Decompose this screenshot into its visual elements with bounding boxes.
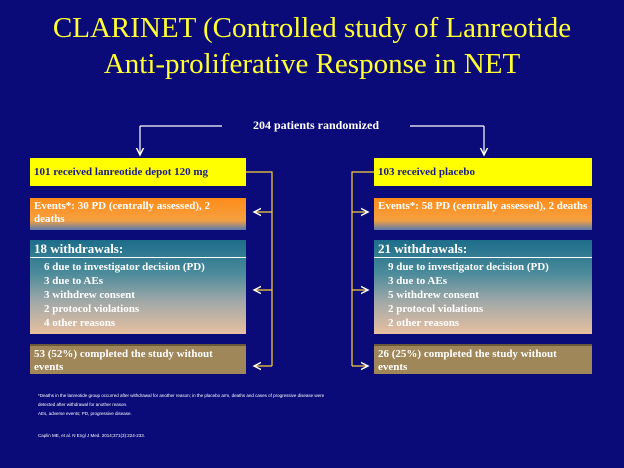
citation: Caplin ME, et al. N Engl J Med. 2014;371(3):224-233. [38, 433, 146, 438]
right-received-box [374, 158, 592, 186]
left-withdrawal-item: 3 withdrew consent [44, 289, 135, 301]
right-withdrawal-item: 5 withdrew consent [388, 289, 479, 301]
right-completed-text: 26 (25%) completed the study without events [378, 348, 557, 373]
right-withdrawals-list [378, 258, 588, 330]
title-line-1: CLARINET (Controlled study of Lanreotide [52, 12, 572, 44]
footnote-line-2: detected after withdrawal for another reason. [38, 402, 128, 407]
right-events-text: Events*: 58 PD (centrally assessed), 2 deaths [378, 200, 588, 212]
left-events-text: Events*: 30 PD (centrally assessed), 2 deaths [34, 200, 210, 225]
left-withdrawal-item: 4 other reasons [44, 317, 116, 329]
left-withdrawal-item: 3 due to AEs [44, 275, 103, 287]
title-line-2: Anti-proliferative Response in NET [103, 48, 521, 80]
right-events-box [374, 198, 592, 230]
left-withdrawals-title: 18 withdrawals: [30, 242, 246, 258]
right-completed-box [374, 344, 592, 374]
right-withdrawals-title: 21 withdrawals: [374, 242, 592, 258]
left-received-box [30, 158, 246, 186]
footnote-line-3: AEs, adverse events; PD, progressive disease. [38, 411, 132, 416]
right-withdrawals-box [374, 240, 592, 334]
right-withdrawal-item: 2 protocol violations [388, 303, 484, 315]
left-withdrawals-box [30, 240, 246, 334]
right-received-text: 103 received placebo [378, 166, 475, 178]
left-received-text: 101 received lanreotide depot 120 mg [34, 166, 209, 178]
right-withdrawal-item: 9 due to investigator decision (PD) [388, 261, 549, 273]
footnote-line-1: *Deaths in the lanreotide group occurred after withdrawal for another reason; in the placebo arm, deaths and cases of progressive disease were [38, 393, 325, 398]
right-withdrawal-item: 3 due to AEs [388, 275, 447, 287]
left-withdrawal-item: 2 protocol violations [44, 303, 140, 315]
right-withdrawal-item: 2 other reasons [388, 317, 460, 329]
left-completed-text: 53 (52%) completed the study without events [34, 348, 213, 373]
left-withdrawals-list [34, 258, 242, 330]
left-completed-box [30, 344, 246, 374]
left-events-box [30, 198, 246, 230]
left-withdrawal-item: 6 due to investigator decision (PD) [44, 261, 205, 273]
randomized-label: 204 patients randomized [222, 118, 410, 133]
